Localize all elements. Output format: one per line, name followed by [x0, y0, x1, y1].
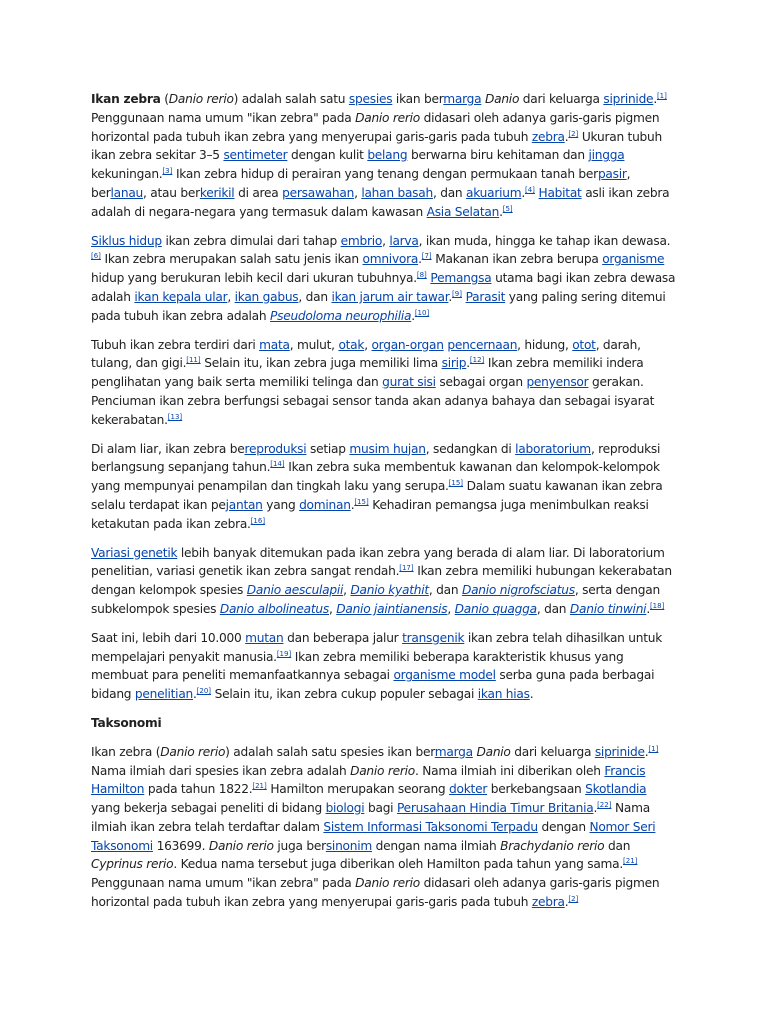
- italic-link-text: Danio nigrofsciatus: [461, 583, 575, 598]
- text-run: Tubuh ikan zebra terdiri dari: [91, 337, 260, 352]
- link-ikan-gabus[interactable]: ikan gabus: [234, 289, 299, 304]
- link-transgenik[interactable]: transgenik: [402, 630, 465, 645]
- link-jantan[interactable]: jantan: [225, 497, 263, 512]
- link-reproduksi[interactable]: reproduksi: [244, 441, 307, 456]
- text-run: Saat ini, lebih dari 10.000: [91, 630, 246, 645]
- text-run: ikan zebra telah dihasilkan untuk mempelajari penyakit manusia.: [91, 630, 663, 664]
- text-run: dan beberapa jalur: [283, 630, 403, 645]
- text-run: Makanan ikan zebra berupa: [431, 252, 603, 267]
- link-ikan-jarum-air-tawar[interactable]: ikan jarum air tawar: [331, 289, 449, 304]
- italic-term: Danio rerio: [160, 744, 226, 759]
- text-run: Dalam suatu kawanan ikan zebra selalu terdapat ikan pe: [91, 479, 663, 512]
- text-run: ,: [364, 337, 372, 352]
- reference-sup: [270, 460, 284, 468]
- reference-sup: [525, 186, 535, 194]
- text-run: .: [564, 895, 569, 910]
- link-penelitian[interactable]: penelitian: [134, 687, 194, 702]
- reference-link[interactable]: [11]: [186, 356, 201, 365]
- link-musim-hujan[interactable]: musim hujan: [349, 441, 426, 456]
- link-danio-tinwini[interactable]: [570, 602, 646, 616]
- reference-link[interactable]: [19]: [276, 649, 292, 658]
- section-heading-taksonomi: Taksonomi: [91, 715, 162, 730]
- text-run: ,: [328, 601, 337, 616]
- link-spesies[interactable]: spesies: [348, 92, 393, 106]
- text-run: ,: [447, 601, 455, 616]
- link-pasir[interactable]: pasir: [597, 167, 627, 182]
- link-sistem-informasi-taksonomi-terpadu[interactable]: Sistem Informasi Taksonomi Terpadu: [323, 819, 538, 834]
- text-run: , dan: [432, 185, 467, 200]
- reference-link[interactable]: [20]: [196, 687, 212, 696]
- reference-link[interactable]: [21]: [252, 782, 267, 791]
- reference-sup: [162, 167, 172, 175]
- link-sentimeter[interactable]: sentimeter: [223, 148, 288, 163]
- text-run: Di alam liar, ikan zebra be: [91, 441, 245, 456]
- text-run: , reproduksi berlangsung sepanjang tahun.: [91, 441, 661, 475]
- link-francis-hamilton[interactable]: Francis Hamilton: [91, 763, 646, 797]
- article-body: [91, 90, 679, 922]
- text-run: ,: [382, 233, 390, 248]
- italic-term: Cyprinus rerio: [91, 857, 174, 872]
- text-run: di area: [234, 185, 283, 200]
- reference-sup: [417, 271, 427, 279]
- italic-term: Danio rerio: [355, 876, 420, 891]
- link-dominan[interactable]: dominan: [299, 497, 351, 512]
- link-akuarium[interactable]: akuarium: [466, 185, 522, 200]
- link-belang[interactable]: belang: [367, 148, 408, 163]
- link-kerikil[interactable]: kerikil: [199, 185, 235, 200]
- reference-sup: [657, 92, 667, 100]
- text-run: Nama ilmiah ikan zebra telah terdaftar dalam: [91, 801, 650, 834]
- text-run: Ukuran tubuh ikan zebra sekitar 3–5: [91, 129, 662, 163]
- text-run: ,: [343, 583, 351, 598]
- text-run: ,: [227, 289, 235, 304]
- reference-link[interactable]: [13]: [167, 412, 183, 421]
- reference-link[interactable]: [9]: [452, 289, 462, 298]
- link-ikan-kepala-ular[interactable]: ikan kepala ular: [134, 289, 228, 304]
- text-run: (: [160, 92, 169, 106]
- reference-link[interactable]: [10]: [414, 308, 430, 317]
- reference-sup: [186, 356, 200, 364]
- link-organisme-model[interactable]: organisme model: [393, 668, 496, 683]
- paragraph: [91, 336, 679, 430]
- text-run: , dan: [536, 601, 570, 616]
- link-danio-quagga[interactable]: [455, 602, 537, 616]
- reference-sup: [354, 498, 368, 506]
- text-run: setiap: [306, 441, 350, 456]
- text-run: Ikan zebra merupakan salah satu jenis ikan: [100, 252, 363, 267]
- text-run: dari keluarga: [510, 744, 595, 759]
- paragraph: [91, 232, 679, 326]
- reference-sup: [197, 687, 211, 695]
- text-run: bagi: [364, 801, 397, 816]
- text-run: . Kedua nama tersebut juga diberikan oleh Hamilton pada tahun yang sama.: [173, 857, 624, 872]
- text-run: .: [411, 308, 415, 323]
- text-run: lebih banyak ditemukan pada ikan zebra yang berada di alam liar. Di laboratorium penelitian, variasi genetik ikan zebra sangat rendah.: [91, 545, 665, 579]
- link-marga[interactable]: marga: [443, 92, 482, 106]
- link-omnivora[interactable]: omnivora: [362, 252, 419, 267]
- text-run: Nama ilmiah dari spesies ikan zebra adalah: [91, 763, 351, 778]
- link-biologi[interactable]: biologi: [325, 801, 365, 816]
- italic-term: Danio rerio: [168, 92, 234, 106]
- text-run: .: [193, 687, 197, 702]
- text-run: hidup yang berukuran lebih kecil dari ukuran tubuhnya.: [91, 271, 417, 286]
- text-run: juga ber: [273, 838, 326, 853]
- link-danio-jaintianensis[interactable]: [336, 602, 447, 616]
- reference-link[interactable]: [17]: [399, 564, 414, 573]
- reference-link[interactable]: [2]: [568, 129, 579, 138]
- link-gurat-sisi[interactable]: gurat sisi: [382, 375, 436, 390]
- text-run: , mulut,: [289, 337, 339, 352]
- text-run: gerakan. Penciuman ikan zebra berfungsi sebagai sensor tanda akan adanya bahaya dan sebagai isyarat kekerabatan.: [91, 375, 655, 427]
- text-run: asli ikan zebra adalah di negara-negara yang termasuk dalam kawasan: [91, 185, 670, 219]
- italic-link-text: Pseudoloma neurophilia: [270, 308, 412, 323]
- link-organ-organ[interactable]: organ-organ: [371, 337, 444, 352]
- text-run: dengan nama ilmiah: [371, 838, 501, 853]
- reference-sup: [91, 252, 101, 260]
- text-run: ikan ber: [392, 92, 444, 106]
- text-run: .: [350, 497, 355, 512]
- text-run: , hidung,: [517, 337, 573, 352]
- link-jingga[interactable]: jingga: [588, 148, 625, 163]
- text-run: , atau ber: [143, 185, 200, 200]
- text-run: Ikan zebra memiliki hubungan kekerabatan dengan kelompok spesies: [91, 564, 672, 598]
- reference-sup: [568, 895, 578, 903]
- link-zebra[interactable]: zebra: [531, 129, 565, 144]
- text-run: berkebangsaan: [487, 782, 586, 797]
- paragraph: [91, 629, 679, 704]
- text-run: .: [593, 801, 598, 816]
- link-organisme[interactable]: organisme: [602, 252, 665, 267]
- text-run: .: [529, 687, 534, 702]
- text-run: Ikan zebra (: [91, 744, 161, 759]
- text-run: .: [418, 252, 422, 267]
- link-danio-kyathit[interactable]: [350, 583, 428, 597]
- link-mutan[interactable]: mutan: [245, 630, 284, 645]
- text-run: .: [466, 356, 470, 371]
- text-run: berwarna biru kehitaman dan: [407, 148, 589, 163]
- reference-link[interactable]: [18]: [649, 601, 665, 610]
- reference-sup: [650, 602, 664, 610]
- text-run: serba guna pada berbagai bidang: [91, 668, 655, 702]
- reference-link[interactable]: [8]: [416, 271, 427, 280]
- italic-term: Brachydanio rerio: [500, 838, 605, 853]
- text-run: didasari oleh adanya garis-garis pigmen horizontal pada tubuh ikan zebra yang menyerupai garis-garis pada tubuh: [91, 110, 660, 144]
- text-run: . Nama ilmiah ini diberikan oleh: [414, 763, 605, 778]
- reference-link[interactable]: [15]: [354, 497, 369, 506]
- text-run: .: [521, 185, 525, 200]
- article-intro: [91, 90, 679, 704]
- link-siprinide[interactable]: siprinide: [594, 744, 645, 759]
- link-danio-nigrofsciatus[interactable]: [462, 583, 575, 597]
- reference-link[interactable]: [15]: [448, 479, 464, 488]
- italic-term: Danio: [476, 744, 511, 759]
- italic-term: Danio rerio: [208, 838, 274, 853]
- italic-term: Danio rerio: [350, 763, 415, 778]
- link-persawahan[interactable]: persawahan: [282, 185, 355, 200]
- reference-link[interactable]: [4]: [525, 185, 535, 194]
- text-run: .: [564, 129, 569, 144]
- italic-link-text: Danio aesculapii: [246, 583, 344, 598]
- link-dokter[interactable]: dokter: [449, 782, 488, 797]
- text-run: Kehadiran pemangsa juga menimbulkan reaksi ketakutan pada ikan zebra.: [91, 497, 649, 531]
- text-run: ,: [354, 185, 362, 200]
- link-parasit[interactable]: Parasit: [465, 289, 506, 304]
- reference-link[interactable]: [16]: [250, 516, 266, 525]
- text-run: yang paling sering ditemui pada tubuh ikan zebra adalah: [91, 289, 666, 323]
- text-run: .: [646, 601, 650, 616]
- reference-link[interactable]: [5]: [502, 204, 513, 213]
- italic-link-text: Danio kyathit: [350, 583, 429, 598]
- text-run: dan: [604, 838, 631, 853]
- text-run: utama bagi ikan zebra dewasa adalah: [91, 271, 676, 304]
- text-run: kekuningan.: [91, 167, 163, 182]
- text-run: .: [448, 289, 453, 304]
- link-larva[interactable]: larva: [389, 233, 419, 248]
- link-zebra[interactable]: zebra: [531, 895, 565, 910]
- text-run: .: [644, 744, 649, 759]
- text-run: , ber: [91, 167, 631, 200]
- link-variasi-genetik[interactable]: Variasi genetik: [91, 545, 178, 560]
- reference-sup: [452, 290, 462, 298]
- reference-sup: [470, 356, 484, 364]
- paragraph: [91, 544, 679, 619]
- reference-sup: [503, 205, 513, 213]
- italic-term: Danio: [484, 92, 520, 106]
- text-run: Penggunaan nama umum "ikan zebra" pada: [91, 876, 356, 891]
- text-run: ikan zebra dimulai dari tahap: [161, 233, 341, 248]
- reference-link[interactable]: [3]: [162, 167, 173, 176]
- link-mata[interactable]: mata: [259, 337, 290, 352]
- link-danio-albolineatus[interactable]: [220, 602, 329, 616]
- text-run: dari keluarga: [519, 92, 604, 106]
- text-run: Hamilton merupakan seorang: [266, 782, 450, 797]
- paragraph: [91, 743, 679, 912]
- link-habitat[interactable]: Habitat: [538, 185, 582, 200]
- text-run: yang bekerja sebagai peneliti di bidang: [91, 801, 326, 816]
- link-marga[interactable]: marga: [434, 744, 473, 759]
- text-run: Selain itu, ikan zebra juga memiliki lima: [200, 356, 442, 371]
- reference-sup: [252, 782, 266, 790]
- reference-sup: [597, 801, 611, 809]
- italic-link-text: Danio albolineatus: [219, 601, 329, 616]
- reference-sup: [449, 479, 463, 487]
- italic-term: Danio rerio: [355, 110, 420, 125]
- text-run: , darah, tulang, dan gigi.: [91, 337, 641, 371]
- link-laboratorium[interactable]: laboratorium: [515, 441, 591, 456]
- text-run: , serta dengan subkelompok spesies: [91, 583, 660, 616]
- link-lahan-basah[interactable]: lahan basah: [361, 185, 433, 200]
- italic-link-text: Danio jaintianensis: [336, 601, 448, 616]
- reference-sup: [399, 564, 413, 572]
- reference-link[interactable]: [12]: [469, 356, 485, 365]
- reference-sup: [415, 309, 429, 317]
- link-otot[interactable]: otot: [572, 337, 596, 352]
- link-perusahaan-hindia-timur-britania[interactable]: Perusahaan Hindia Timur Britania: [396, 801, 594, 816]
- link-siprinide[interactable]: siprinide: [603, 92, 654, 106]
- text-run: pada tahun 1822.: [144, 782, 253, 797]
- text-run: Ikan zebra memiliki beberapa karakteristik khusus yang membuat para peneliti memanfaatkannya sebagai: [91, 649, 624, 683]
- link-pseudoloma-neurophilia[interactable]: [270, 309, 411, 323]
- taxonomy-section: [91, 743, 679, 912]
- text-run: sebagai organ: [435, 375, 527, 390]
- reference-sup: [648, 745, 658, 753]
- text-run: , sedangkan di: [425, 441, 516, 456]
- link-ikan-hias[interactable]: ikan hias: [477, 687, 530, 702]
- reference-link[interactable]: [1]: [648, 744, 659, 753]
- text-run: , dan: [428, 583, 462, 598]
- reference-sup: [623, 857, 637, 865]
- reference-sup: [168, 413, 182, 421]
- text-run: Ikan zebra memiliki indera penglihatan yang baik serta memiliki telinga dan: [91, 356, 644, 390]
- text-run: yang: [262, 497, 300, 512]
- reference-link[interactable]: [2]: [568, 895, 579, 904]
- text-run: Ikan zebra hidup di perairan yang tenang dengan permukaan tanah ber: [172, 167, 598, 182]
- reference-sup: [422, 252, 432, 260]
- paragraph: [91, 90, 679, 222]
- reference-sup: [277, 650, 291, 658]
- reference-link[interactable]: [14]: [270, 460, 285, 469]
- link-danio-aesculapii[interactable]: [247, 583, 343, 597]
- link-skotlandia[interactable]: Skotlandia: [585, 782, 647, 797]
- reference-link[interactable]: [22]: [597, 801, 612, 810]
- link-otak[interactable]: otak: [338, 337, 365, 352]
- link-siklus-hidup[interactable]: Siklus hidup: [91, 233, 162, 248]
- text-run: didasari oleh adanya garis-garis pigmen horizontal pada tubuh ikan zebra yang menyerupai garis-garis pada tubuh: [91, 876, 660, 910]
- text-run: , dan: [298, 289, 332, 304]
- bold-term: Ikan zebra: [91, 92, 161, 106]
- link-penyensor[interactable]: penyensor: [526, 375, 589, 390]
- text-run: dengan: [537, 819, 590, 834]
- text-run: Penggunaan nama umum "ikan zebra" pada: [91, 110, 356, 125]
- reference-link[interactable]: [7]: [421, 252, 432, 261]
- link-nomor-seri-taksonomi[interactable]: Nomor Seri Taksonomi: [91, 819, 656, 853]
- link-embrio[interactable]: embrio: [340, 233, 383, 248]
- text-run: Ikan zebra suka membentuk kawanan dan kelompok-kelompok yang mempunyai penampilan dan tingkah laku yang serupa.: [91, 460, 660, 494]
- reference-sup: [568, 130, 578, 138]
- link-asia-selatan[interactable]: Asia Selatan: [426, 204, 500, 219]
- paragraph: [91, 440, 679, 534]
- link-sinonim[interactable]: sinonim: [325, 838, 372, 853]
- link-sirip[interactable]: sirip: [441, 356, 467, 371]
- text-run: Selain itu, ikan zebra cukup populer sebagai: [211, 687, 478, 702]
- reference-link[interactable]: [6]: [91, 252, 101, 261]
- reference-link[interactable]: [1]: [656, 92, 667, 100]
- text-run: ) adalah salah satu: [233, 92, 349, 106]
- text-run: dengan kulit: [287, 148, 368, 163]
- link-pemangsa[interactable]: Pemangsa: [430, 271, 492, 286]
- reference-sup: [251, 517, 265, 525]
- text-run: ) adalah salah satu spesies ikan ber: [225, 744, 435, 759]
- italic-link-text: Danio quagga: [454, 601, 537, 616]
- text-run: .: [499, 204, 503, 219]
- reference-link[interactable]: [21]: [623, 857, 638, 866]
- link-lanau[interactable]: lanau: [110, 185, 144, 200]
- italic-link-text: Danio tinwini: [569, 601, 647, 616]
- text-run: .: [653, 92, 657, 106]
- link-pencernaan[interactable]: pencernaan: [447, 337, 518, 352]
- text-run: , ikan muda, hingga ke tahap ikan dewasa.: [418, 233, 671, 248]
- text-run: 163699.: [152, 838, 209, 853]
